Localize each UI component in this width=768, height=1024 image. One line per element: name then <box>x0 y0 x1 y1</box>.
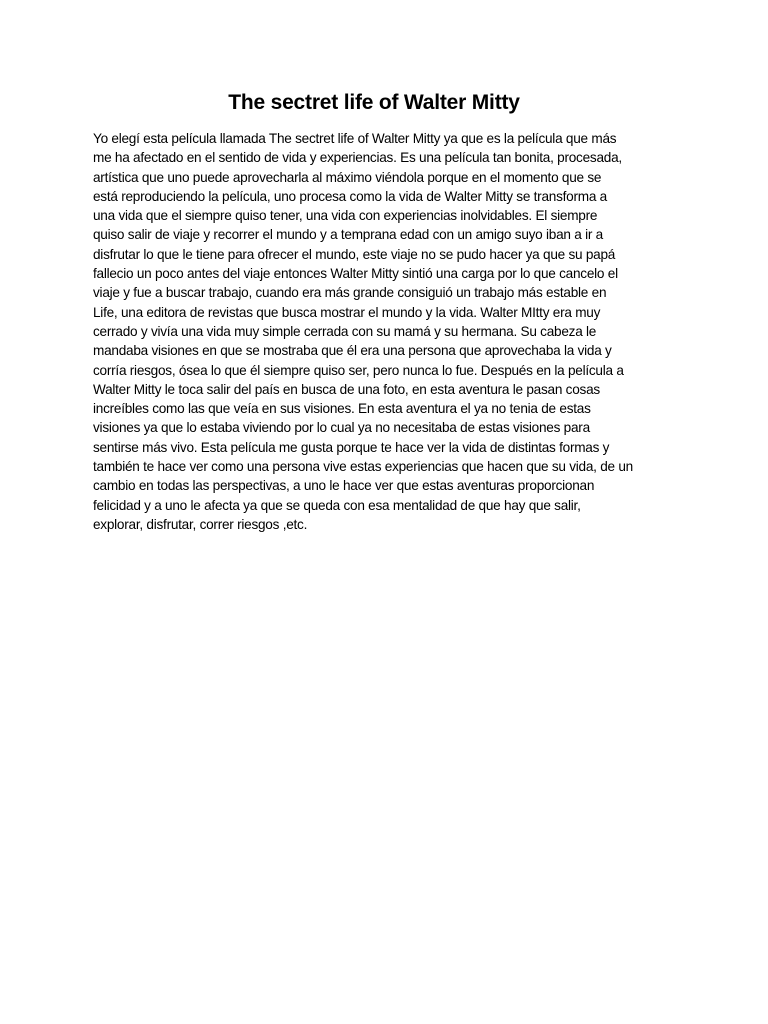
body-line: quiso salir de viaje y recorrer el mundo y a temprana edad con un amigo suyo iban a ir a <box>93 227 603 243</box>
body-line: viaje y fue a buscar trabajo, cuando era más grande consiguió un trabajo más estable en <box>93 285 607 301</box>
body-line: una vida que el siempre quiso tener, una vida con experiencias inolvidables. El siempre <box>93 208 598 224</box>
body-line: cerrado y vivía una vida muy simple cerrada con su mamá y su hermana. Su cabeza le <box>93 323 597 339</box>
body-line: disfrutar lo que le tiene para ofrecer el mundo, este viaje no se pudo hacer ya que su papá <box>93 246 616 262</box>
body-line: sentirse más vivo. Esta película me gusta porque te hace ver la vida de distintas formas y <box>93 439 610 455</box>
body-line: Life, una editora de revistas que busca mostrar el mundo y la vida. Walter MItty era muy <box>93 304 601 320</box>
body-line: fallecio un poco antes del viaje entonces Walter Mitty sintió una carga por lo que cancelo el <box>93 266 618 282</box>
body-line: explorar, disfrutar, correr riesgos ,etc. <box>93 516 308 532</box>
body-line: está reproduciendo la película, uno procesa como la vida de Walter Mitty se transforma a <box>93 188 607 204</box>
body-line: visiones ya que lo estaba viviendo por lo cual ya no necesitaba de estas visiones para <box>93 420 590 436</box>
body-line: increíbles como las que veía en sus visiones. En esta aventura el ya no tenia de estas <box>93 401 591 417</box>
body-line: mandaba visiones en que se mostraba que él era una persona que aprovechaba la vida y <box>93 343 612 359</box>
body-line: Walter Mitty le toca salir del país en busca de una foto, en esta aventura le pasan cosas <box>93 381 600 397</box>
body-line: corría riesgos, ósea lo que él siempre quiso ser, pero nunca lo fue. Después en la película a <box>93 362 624 378</box>
body-line: felicidad y a uno le afecta ya que se queda con esa mentalidad de que hay que salir, <box>93 497 581 513</box>
document-title: The sectret life of Walter Mitty <box>228 91 520 114</box>
body-line: me ha afectado en el sentido de vida y experiencias. Es una película tan bonita, procesada, <box>93 150 622 166</box>
body-line: cambio en todas las perspectivas, a uno le hace ver que estas aventuras proporcionan <box>93 478 595 494</box>
body-line: también te hace ver como una persona vive estas experiencias que hacen que su vida, de un <box>93 459 633 475</box>
document-body <box>93 129 678 534</box>
body-line: Yo elegí esta película llamada The sectret life of Walter Mitty ya que es la película que más <box>93 131 617 146</box>
body-line: artística que uno puede aprovecharla al máximo viéndola porque en el momento que se <box>93 169 602 185</box>
